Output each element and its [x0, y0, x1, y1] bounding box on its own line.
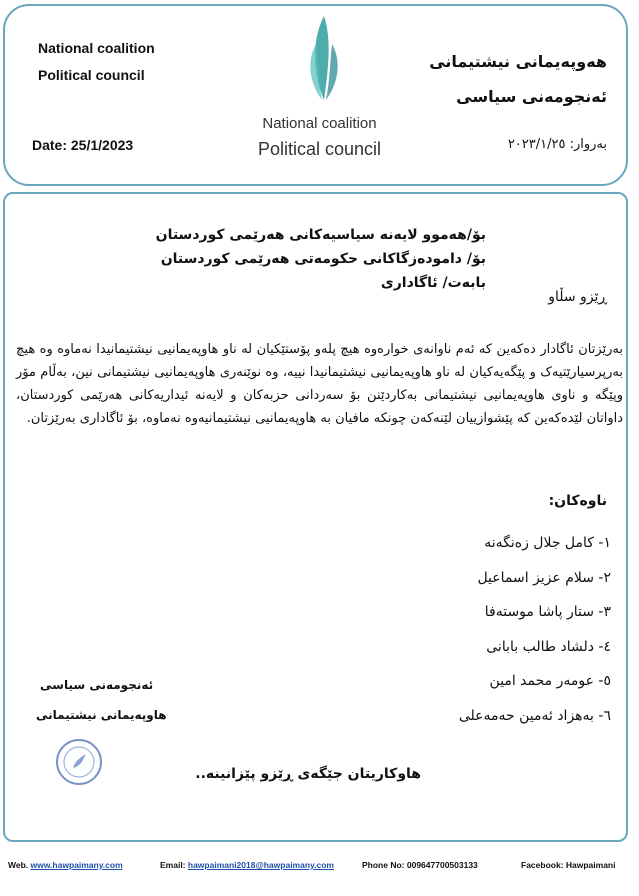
closing-line: هاوکاریتان جێگەی ڕێزو پێزانینە..	[195, 766, 421, 782]
recipients-block	[26, 223, 486, 295]
org-name-en-line1: National coalition	[38, 40, 155, 56]
footer-email	[160, 860, 334, 870]
footer-facebook	[521, 860, 616, 870]
list-item: ١- کامل جلال زەنگەنە	[484, 535, 611, 551]
list-item: ٥- عومەر محمد امین	[489, 673, 611, 689]
footer-phone	[362, 860, 478, 870]
list-item: ٣- ستار پاشا موستەفا	[484, 604, 611, 620]
names-title: ناوەکان:	[548, 493, 607, 509]
logo-caption-line1: National coalition	[262, 115, 377, 132]
footer-web	[8, 860, 123, 870]
footer-web-label: Web.	[8, 860, 29, 870]
org-name-en-line2: Political council	[38, 67, 145, 83]
org-name-ku-line2: ئەنجومەنی سیاسی	[456, 87, 607, 106]
logo-caption-line2: Political council	[257, 139, 382, 159]
website-link[interactable]: www.hawpaimany.com	[30, 860, 123, 870]
signature-line-2: هاوپەیمانی نیشتیمانی	[36, 708, 167, 722]
list-item: ٦- بەهزاد ئەمین حەمەعلی	[458, 707, 611, 724]
recipient-line-2: بۆ/ دامودەزگاکانی حکومەتی هەرێمی کوردستان	[160, 251, 486, 267]
facebook-handle: Hawpaimani	[565, 860, 616, 870]
recipient-line-1: بۆ/هەموو لایەنە سیاسیەکانی هەرێمی کوردستان	[155, 227, 486, 243]
phone-number: 009647700503133	[406, 860, 478, 870]
footer-facebook-label: Facebook:	[521, 860, 564, 870]
coalition-logo-icon	[294, 14, 354, 102]
official-seal-icon	[55, 738, 103, 786]
footer-email-label: Email:	[160, 860, 186, 870]
list-item: ٤- دلشاد طالب بابانی	[486, 638, 611, 655]
letter-paragraph: بەرێزتان ئاگادار دەکەین کە ئەم ناوانەی خوارەوە هیچ پلەو پۆستێکیان لە ناو هاوپەیمانیی نیشتیمانیدا نەماوە وە هیچ بەرپرسیارێتیەک و پێگەیەکیان لە ناو هاوپەیمانیی نیشتیمانیدا نییە، وە نوێنەری هاوپەیمانیی نیشتیمانی نین، بەڵام مۆر وپێگە و ناوی هاوپەیمانیی نیشتیمانی بەکاردێنن بۆ سەردانی حزبەکان و لایەنە ئیداریەکانی هەرێمی کوردستان، داواتان لێدەکەین کە پێشوازییان لێنەکەن چونکە مافیان بە هاوپەیمانیی نیشتیمانیەوە نەماوە، بۆ ئاگاداری بەرێزتان.	[16, 342, 623, 426]
greeting: ڕێزو سڵاو	[548, 289, 607, 305]
list-item: ٢- سلام عزیز اسماعیل	[477, 569, 611, 586]
date-en: Date: 25/1/2023	[32, 137, 134, 153]
date-ku: بەروار: ٢٠٢٣/١/٢٥	[507, 137, 607, 152]
footer-phone-label: Phone No:	[362, 860, 405, 870]
signature-line-1: ئەنجومەنی سیاسی	[40, 678, 154, 692]
org-name-ku-line1: هەوپەیمانی نیشتیمانی	[429, 52, 607, 71]
email-link[interactable]: hawpaimani2018@hawpaimany.com	[187, 860, 334, 870]
names-list	[459, 533, 611, 740]
subject-line: بابەت/ ئاگاداری	[380, 275, 486, 291]
